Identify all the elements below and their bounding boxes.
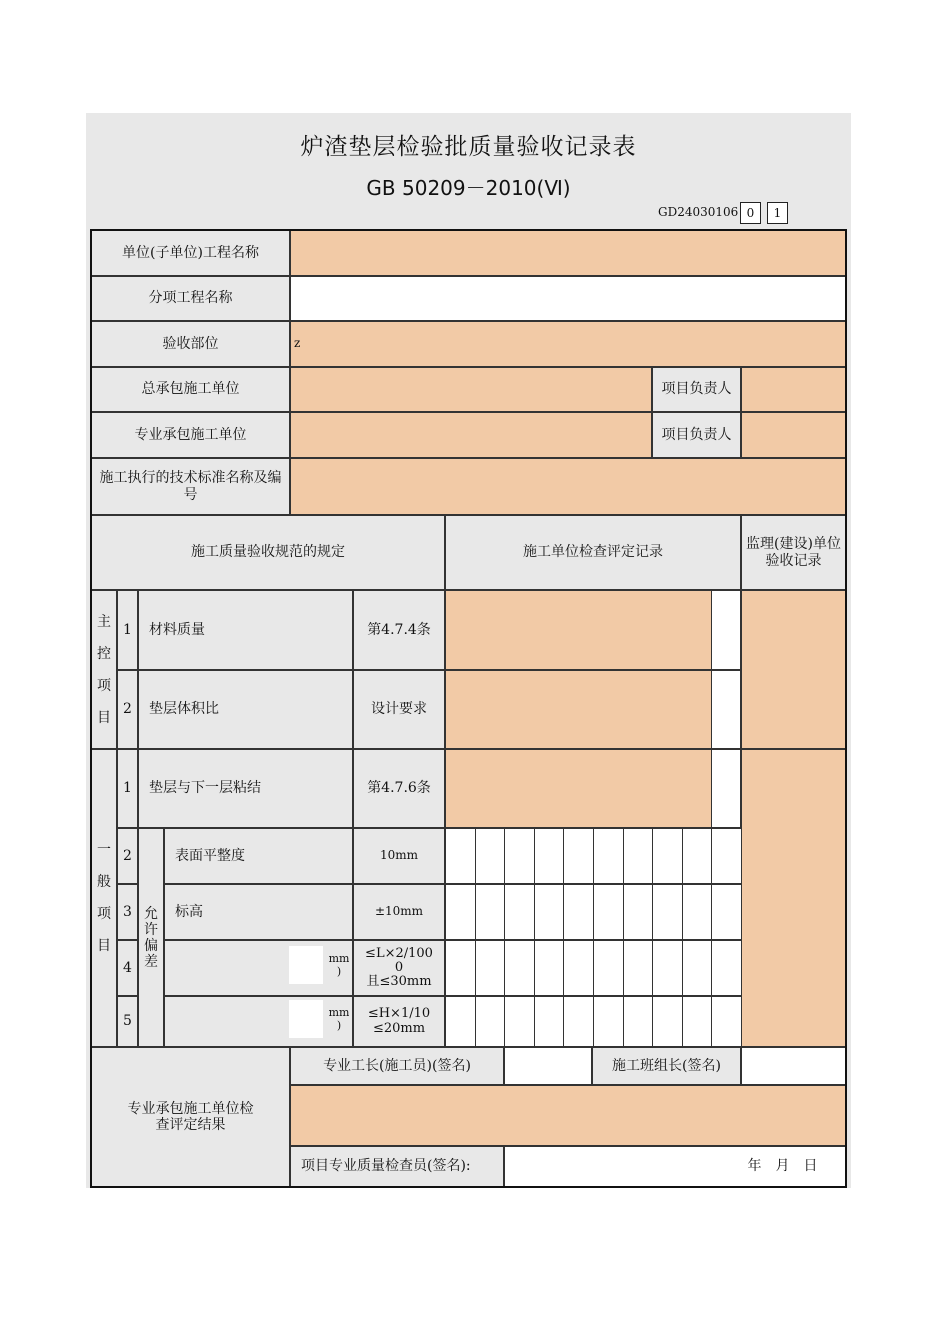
subcontractor-label: 专业承包施工单位 — [91, 412, 290, 458]
tolerance-4-name-input[interactable] — [289, 946, 323, 984]
measurement-cell[interactable] — [682, 940, 713, 996]
project-manager-label-2: 项目负责人 — [652, 412, 741, 458]
foreman-signature-field[interactable] — [504, 1047, 592, 1085]
general-item-1-clause: 第4.7.6条 — [353, 749, 445, 828]
main-item-1-blank[interactable] — [711, 590, 741, 670]
main-control-label — [91, 590, 117, 749]
measurement-cell[interactable] — [534, 940, 565, 996]
tolerance-5-unit: mm ) — [329, 1006, 349, 1032]
main-item-1-name: 材料质量 — [138, 590, 353, 670]
general-contractor-label: 总承包施工单位 — [91, 367, 290, 412]
main-control-char: 项 — [97, 677, 111, 694]
measurement-cell[interactable] — [623, 996, 654, 1047]
measurement-cell[interactable] — [563, 828, 594, 884]
measurement-cell[interactable] — [711, 996, 742, 1047]
measurement-cell[interactable] — [623, 940, 654, 996]
main-item-2-record[interactable] — [445, 670, 711, 749]
team-leader-signature-field[interactable] — [741, 1047, 846, 1085]
tolerance-5-name-cell — [164, 996, 353, 1047]
team-leader-label: 施工班组长(签名) — [592, 1047, 741, 1085]
measurement-cell[interactable] — [711, 940, 742, 996]
main-item-2-blank[interactable] — [711, 670, 741, 749]
tolerance-3-value: ±10mm — [353, 884, 445, 940]
measurement-cell[interactable] — [563, 884, 594, 940]
general-items-label — [91, 749, 117, 1047]
main-item-2-clause: 设计要求 — [353, 670, 445, 749]
general-label-char: 项 — [97, 906, 111, 922]
main-item-1-record[interactable] — [445, 590, 711, 670]
spec-column-header: 施工质量验收规范的规定 — [91, 515, 445, 590]
subitem-name-field[interactable] — [290, 276, 846, 321]
date-field[interactable]: 年 月 日 — [720, 1146, 846, 1187]
measurement-cell[interactable] — [534, 884, 565, 940]
measurement-cell[interactable] — [711, 828, 742, 884]
form-code: GD24030106 — [658, 205, 739, 219]
tolerance-5-name-input[interactable] — [289, 1000, 323, 1038]
project-manager-field-2[interactable] — [741, 412, 846, 458]
measurement-cell[interactable] — [445, 884, 476, 940]
general-label-char: 一 — [97, 842, 111, 858]
measurement-cell[interactable] — [504, 940, 535, 996]
measurement-cell[interactable] — [682, 884, 713, 940]
measurement-cell[interactable] — [504, 828, 535, 884]
tolerance-4-no: 4 — [117, 940, 138, 996]
main-item-1-clause: 第4.7.4条 — [353, 590, 445, 670]
measurement-cell[interactable] — [593, 828, 624, 884]
measurement-cell[interactable] — [682, 828, 713, 884]
standard-code-title: GB 50209－2010(Ⅵ) — [366, 176, 571, 200]
general-item-1-name: 垫层与下一层粘结 — [138, 749, 353, 828]
main-control-char: 主 — [97, 613, 111, 630]
tolerance-label-char: 差 — [144, 953, 158, 970]
measurement-cell[interactable] — [652, 940, 683, 996]
tolerance-5-no: 5 — [117, 996, 138, 1047]
code-box-1[interactable]: 0 — [740, 202, 761, 224]
measurement-cell[interactable] — [504, 884, 535, 940]
general-supervision-record[interactable] — [741, 749, 846, 1047]
measurement-cell[interactable] — [593, 884, 624, 940]
inspection-column-header: 施工单位检查评定记录 — [445, 515, 741, 590]
measurement-cell[interactable] — [445, 828, 476, 884]
main-control-supervision-record[interactable] — [741, 590, 846, 749]
acceptance-part-label: 验收部位 — [91, 321, 290, 367]
foreman-label: 专业工长(施工员)(签名) — [290, 1047, 504, 1085]
tolerance-label-char: 许 — [144, 921, 158, 938]
supervision-column-header: 监理(建设)单位验收记录 — [741, 515, 846, 590]
tolerance-2-name: 表面平整度 — [164, 828, 353, 884]
measurement-cell[interactable] — [445, 996, 476, 1047]
general-contractor-field[interactable] — [290, 367, 652, 412]
measurement-cell[interactable] — [475, 828, 506, 884]
inspector-signature-field[interactable] — [504, 1146, 720, 1187]
tolerance-2-value: 10mm — [353, 828, 445, 884]
general-item-1-no: 1 — [117, 749, 138, 828]
tolerance-4-value: ≤L×2/100 0 且≤30mm — [353, 940, 445, 996]
measurement-cell[interactable] — [445, 940, 476, 996]
unit-name-label: 单位(子单位)工程名称 — [91, 230, 290, 276]
tolerance-4-unit: mm ) — [329, 952, 349, 978]
technical-standard-field[interactable] — [290, 458, 846, 515]
tolerance-label — [138, 828, 164, 1047]
tolerance-4-name-cell — [164, 940, 353, 996]
main-control-char: 目 — [97, 709, 111, 726]
form-title: 炉渣垫层检验批质量验收记录表 — [300, 134, 637, 160]
measurement-cell[interactable] — [563, 996, 594, 1047]
technical-standard-label: 施工执行的技术标准名称及编号 — [91, 458, 290, 515]
unit-name-field[interactable] — [290, 230, 846, 276]
measurement-cell[interactable] — [475, 940, 506, 996]
measurement-cell[interactable] — [682, 996, 713, 1047]
code-box-2[interactable]: 1 — [767, 202, 788, 224]
tolerance-label-char: 允 — [144, 905, 158, 922]
measurement-cell[interactable] — [563, 940, 594, 996]
measurement-cell[interactable] — [593, 940, 624, 996]
measurement-cell[interactable] — [711, 884, 742, 940]
measurement-cell[interactable] — [623, 828, 654, 884]
measurement-cell[interactable] — [534, 828, 565, 884]
tolerance-2-no: 2 — [117, 828, 138, 884]
main-item-2-name: 垫层体积比 — [138, 670, 353, 749]
measurement-cell[interactable] — [593, 996, 624, 1047]
result-field[interactable] — [290, 1085, 846, 1146]
main-item-1-no: 1 — [117, 590, 138, 670]
tolerance-3-name: 标高 — [164, 884, 353, 940]
measurement-cell[interactable] — [475, 996, 506, 1047]
inspector-label: 项目专业质量检查员(签名): — [290, 1146, 504, 1187]
measurement-cell[interactable] — [504, 996, 535, 1047]
tolerance-5-value: ≤H×1/10 ≤20mm — [353, 996, 445, 1047]
measurement-cell[interactable] — [652, 828, 683, 884]
measurement-cell[interactable] — [534, 996, 565, 1047]
measurement-cell[interactable] — [652, 996, 683, 1047]
main-control-char: 控 — [97, 645, 111, 662]
result-label: 专业承包施工单位检查评定结果 — [91, 1047, 290, 1187]
main-item-2-no: 2 — [117, 670, 138, 749]
tolerance-3-no: 3 — [117, 884, 138, 940]
general-label-char: 目 — [97, 938, 111, 954]
project-manager-field[interactable] — [741, 367, 846, 412]
general-item-1-record[interactable] — [445, 749, 711, 828]
measurement-cell[interactable] — [623, 884, 654, 940]
measurement-cell[interactable] — [475, 884, 506, 940]
general-item-1-blank[interactable] — [711, 749, 741, 828]
subitem-name-label: 分项工程名称 — [91, 276, 290, 321]
tolerance-label-char: 偏 — [144, 937, 158, 954]
acceptance-part-field[interactable]: z — [290, 321, 846, 367]
measurement-cell[interactable] — [652, 884, 683, 940]
general-label-char: 般 — [97, 874, 111, 890]
subcontractor-field[interactable] — [290, 412, 652, 458]
project-manager-label: 项目负责人 — [652, 367, 741, 412]
